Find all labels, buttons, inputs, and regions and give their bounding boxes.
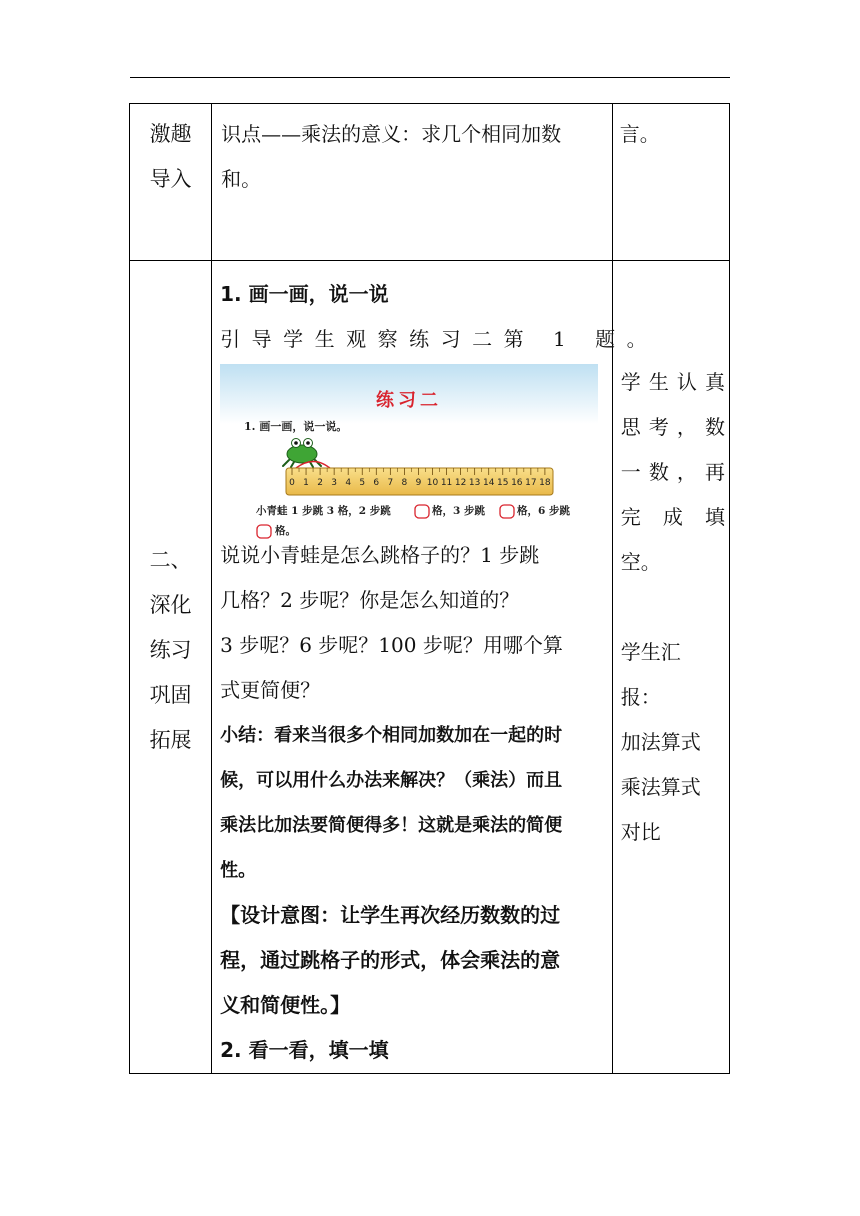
ruler-number: 5 <box>359 478 366 488</box>
ruler-number: 14 <box>483 478 495 488</box>
design-intent-line: 程，通过跳格子的形式，体会乘法的意 <box>220 948 561 972</box>
question-line: 几格？2 步呢？你是怎么知道的？ <box>220 588 520 612</box>
ruler-number: 7 <box>387 478 394 488</box>
question-line: 3 步呢？6 步呢？100 步呢？用哪个算 <box>220 633 563 657</box>
student-note-line: 乘法算式 <box>620 775 701 799</box>
summary-line: 候，可以用什么办法来解决？（乘法）而且 <box>220 770 563 791</box>
table-row-practice <box>130 261 730 1074</box>
summary-line: 性。 <box>220 860 257 881</box>
stage-label-line: 巩固 <box>149 683 192 707</box>
student-note-line: 对比 <box>620 820 661 844</box>
exercise-title: 1. 画一画，说一说。 <box>244 420 348 433</box>
summary-line: 小结：看来当很多个相同加数加在一起的时 <box>220 725 563 746</box>
ruler-number: 9 <box>415 478 422 488</box>
sentence-part: 格，6 步跳 <box>517 505 571 517</box>
student-note-line: 一数，再 <box>620 460 725 484</box>
ruler-number: 0 <box>289 478 295 488</box>
sentence-part: 小青蛙 1 步跳 3 格，2 步跳 <box>256 505 391 517</box>
ruler-number: 11 <box>440 478 453 488</box>
ruler-number: 4 <box>345 478 352 488</box>
ruler-number: 17 <box>525 478 537 488</box>
ruler-number: 13 <box>469 478 481 488</box>
stage-label-line: 练习 <box>149 638 192 662</box>
ruler-number: 1 <box>303 478 310 488</box>
ruler-number: 15 <box>497 478 509 488</box>
frog-icon <box>283 439 321 468</box>
ruler-number: 16 <box>511 478 523 488</box>
student-note-line: 加法算式 <box>620 730 701 754</box>
summary-line: 乘法比加法要简便得多！这就是乘法的简便 <box>220 815 563 836</box>
table-row-intro <box>130 104 730 261</box>
exercise-figure <box>220 364 598 539</box>
teacher-activity-cell <box>212 104 613 261</box>
section-heading: 1. 画一画，说一说 <box>220 282 389 306</box>
section-heading: 2. 看一看，填一填 <box>220 1038 389 1062</box>
stage-cell <box>130 261 212 1074</box>
ruler-number: 6 <box>373 478 380 488</box>
ruler-number: 2 <box>317 478 324 488</box>
answer-box[interactable] <box>415 505 429 518</box>
sentence-part: 格，3 步跳 <box>432 505 486 517</box>
stage-cell <box>130 104 212 261</box>
stage-label-line: 拓展 <box>149 728 192 752</box>
stage-label-line: 深化 <box>149 593 192 617</box>
stage-label-line: 激趣 <box>149 122 192 146</box>
ruler-number: 12 <box>454 478 467 488</box>
text-line: 识点——乘法的意义：求几个相同加数 <box>221 122 562 146</box>
student-note-line: 空。 <box>620 550 661 574</box>
student-activity-cell <box>612 104 729 261</box>
student-note-line: 完成填 <box>620 505 725 529</box>
student-note-line: 学生认真 <box>620 370 725 394</box>
ruler-number: 18 <box>539 478 551 488</box>
banner-title: 练习二 <box>376 390 443 411</box>
header-rule <box>130 77 730 78</box>
student-note-line: 思考，数 <box>620 415 725 439</box>
lesson-plan-table <box>129 103 730 1074</box>
text-line: 和。 <box>221 167 262 191</box>
design-intent-line: 义和简便性。】 <box>220 993 351 1017</box>
ruler-number: 8 <box>401 478 408 488</box>
sentence-part: 格。 <box>275 525 297 537</box>
ruler-number: 10 <box>426 478 439 488</box>
guide-text: 引导学生观察练习二第 1 题。 <box>220 327 659 351</box>
stage-label-line: 二、 <box>149 548 192 572</box>
design-intent-line: 【设计意图：让学生再次经历数数的过 <box>220 903 561 927</box>
text-line: 言。 <box>619 122 660 146</box>
answer-box[interactable] <box>500 505 514 518</box>
student-note-line: 学生汇 <box>620 640 681 664</box>
student-note-line: 报： <box>620 685 661 709</box>
ruler-number: 3 <box>331 478 338 488</box>
question-line: 说说小青蛙是怎么跳格子的？1 步跳 <box>220 543 540 567</box>
student-activity-cell <box>612 261 729 1074</box>
stage-label-line: 导入 <box>149 167 192 191</box>
question-line: 式更简便？ <box>220 678 321 702</box>
